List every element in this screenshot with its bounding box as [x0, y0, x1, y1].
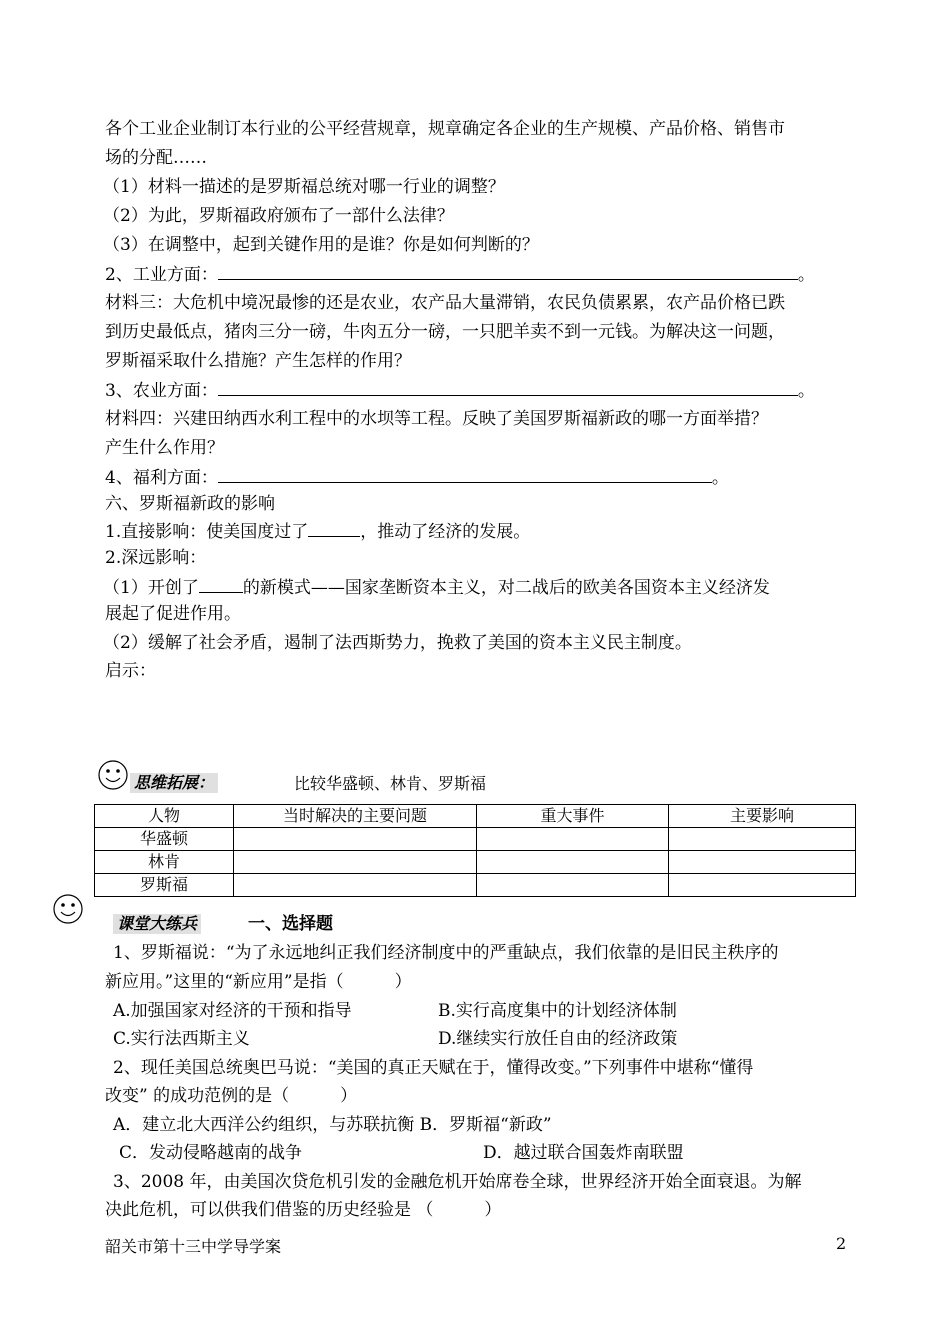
welfare-end: 。 — [711, 468, 729, 488]
direct-impact-text-b: ，推动了经济的发展。 — [360, 522, 531, 542]
table-header: 当时解决的主要问题 — [234, 805, 477, 828]
table-row — [95, 851, 856, 874]
table-cell[interactable] — [234, 828, 477, 851]
table-row — [95, 828, 856, 851]
material3-line3: 罗斯福采取什么措施？产生怎样的作用？ — [105, 351, 411, 371]
practice-banner: 课堂大练兵 — [113, 914, 201, 934]
direct-impact-line — [105, 518, 530, 545]
section6-title: 六、罗斯福新政的影响 — [105, 494, 275, 514]
agriculture-line — [105, 377, 815, 404]
material3-line2: 到历史最低点，猪肉三分一磅，牛肉五分一磅，一只肥羊卖不到一元钱。为解决这一问题， — [105, 322, 785, 342]
table-cell-person: 华盛顿 — [95, 828, 234, 851]
q2-options-ab[interactable]: A．建立北大西洋公约组织，与苏联抗衡 B．罗斯福“新政” — [113, 1115, 552, 1135]
industry-line — [105, 261, 815, 288]
table-cell[interactable] — [669, 874, 856, 897]
footer-school: 韶关市第十三中学导学案 — [105, 1237, 282, 1256]
q1-option-d[interactable]: D.继续实行放任自由的经济政策 — [438, 1029, 678, 1049]
page-number: 2 — [836, 1234, 847, 1253]
table-cell[interactable] — [669, 828, 856, 851]
welfare-blank[interactable] — [218, 464, 712, 483]
far-impact-1-text-a: （1）开创了 — [103, 578, 199, 598]
agriculture-blank[interactable] — [218, 377, 798, 396]
table-header-row — [95, 805, 856, 828]
direct-impact-blank[interactable] — [308, 518, 360, 537]
industry-blank[interactable] — [218, 261, 798, 280]
material2-line1: 各个工业企业制订本行业的公平经营规章，规章确定各企业的生产规模、产品价格、销售市 — [105, 119, 785, 139]
agriculture-label: 3、农业方面： — [105, 381, 218, 401]
q1-option-c[interactable]: C.实行法西斯主义 — [113, 1029, 250, 1049]
thinking-title: 比较华盛顿、林肯、罗斯福 — [294, 774, 487, 793]
material2-line2: 场的分配…… — [105, 148, 207, 168]
question-1-1: （1）材料一描述的是罗斯福总统对哪一行业的调整？ — [103, 177, 505, 197]
thinking-banner: 思维拓展： — [130, 773, 218, 793]
insight-label: 启示： — [105, 661, 156, 681]
q2-option-d[interactable]: D．越过联合国轰炸南联盟 — [483, 1143, 684, 1163]
table-cell[interactable] — [234, 851, 477, 874]
table-cell[interactable] — [669, 851, 856, 874]
q1-line1: 1、罗斯福说：“为了永远地纠正我们经济制度中的严重缺点，我们依靠的是旧民主秩序的 — [113, 943, 779, 963]
q2-line1: 2、现任美国总统奥巴马说：“美国的真正天赋在于，懂得改变。”下列事件中堪称“懂得 — [113, 1058, 754, 1078]
table-cell[interactable] — [477, 851, 669, 874]
material4-line2: 产生什么作用？ — [105, 438, 224, 458]
welfare-label: 4、福利方面： — [105, 468, 218, 488]
table-cell[interactable] — [234, 874, 477, 897]
q1-option-a[interactable]: A.加强国家对经济的干预和指导 — [113, 1001, 352, 1021]
q1-option-b[interactable]: B.实行高度集中的计划经济体制 — [438, 1001, 677, 1021]
far-impact-1-line2: 展起了促进作用。 — [105, 604, 241, 624]
practice-section-title: 一、选择题 — [248, 914, 333, 934]
material3-line1: 材料三：大危机中境况最惨的还是农业，农产品大量滞销，农民负债累累，农产品价格已跌 — [105, 293, 785, 313]
direct-impact-text-a: 1.直接影响：使美国度过了 — [105, 522, 309, 542]
far-impact-1-line — [103, 574, 770, 601]
table-header: 人物 — [95, 805, 234, 828]
comparison-table — [94, 804, 856, 897]
table-cell[interactable] — [477, 828, 669, 851]
industry-end: 。 — [797, 265, 815, 285]
far-impact-1-blank[interactable] — [199, 574, 243, 593]
table-row — [95, 874, 856, 897]
smiley-icon — [52, 893, 84, 925]
agriculture-end: 。 — [797, 381, 815, 401]
smiley-icon — [97, 759, 129, 791]
far-impact-title: 2.深远影响： — [105, 548, 207, 568]
table-cell-person: 林肯 — [95, 851, 234, 874]
table-header: 主要影响 — [669, 805, 856, 828]
q2-option-c[interactable]: C．发动侵略越南的战争 — [119, 1143, 303, 1163]
q2-line2: 改变” 的成功范例的是（ ） — [105, 1086, 358, 1106]
table-cell[interactable] — [477, 874, 669, 897]
welfare-line — [105, 464, 729, 491]
far-impact-2: （2）缓解了社会矛盾，遏制了法西斯势力，挽救了美国的资本主义民主制度。 — [103, 633, 692, 653]
q3-line1: 3、2008 年，由美国次贷危机引发的金融危机开始席卷全球，世界经济开始全面衰退。为解 — [113, 1172, 802, 1192]
industry-label: 2、工业方面： — [105, 265, 218, 285]
table-header: 重大事件 — [477, 805, 669, 828]
q3-line2: 决此危机，可以供我们借鉴的历史经验是 （ ） — [105, 1200, 502, 1220]
table-cell-person: 罗斯福 — [95, 874, 234, 897]
question-1-2: （2）为此，罗斯福政府颁布了一部什么法律？ — [103, 206, 454, 226]
q1-line2: 新应用。”这里的“新应用”是指（ ） — [105, 972, 412, 992]
question-1-3: （3）在调整中，起到关键作用的是谁？你是如何判断的？ — [103, 235, 539, 255]
material4-line1: 材料四：兴建田纳西水利工程中的水坝等工程。反映了美国罗斯福新政的哪一方面举措？ — [105, 409, 768, 429]
far-impact-1-text-b: 的新模式——国家垄断资本主义，对二战后的欧美各国资本主义经济发 — [242, 578, 770, 598]
